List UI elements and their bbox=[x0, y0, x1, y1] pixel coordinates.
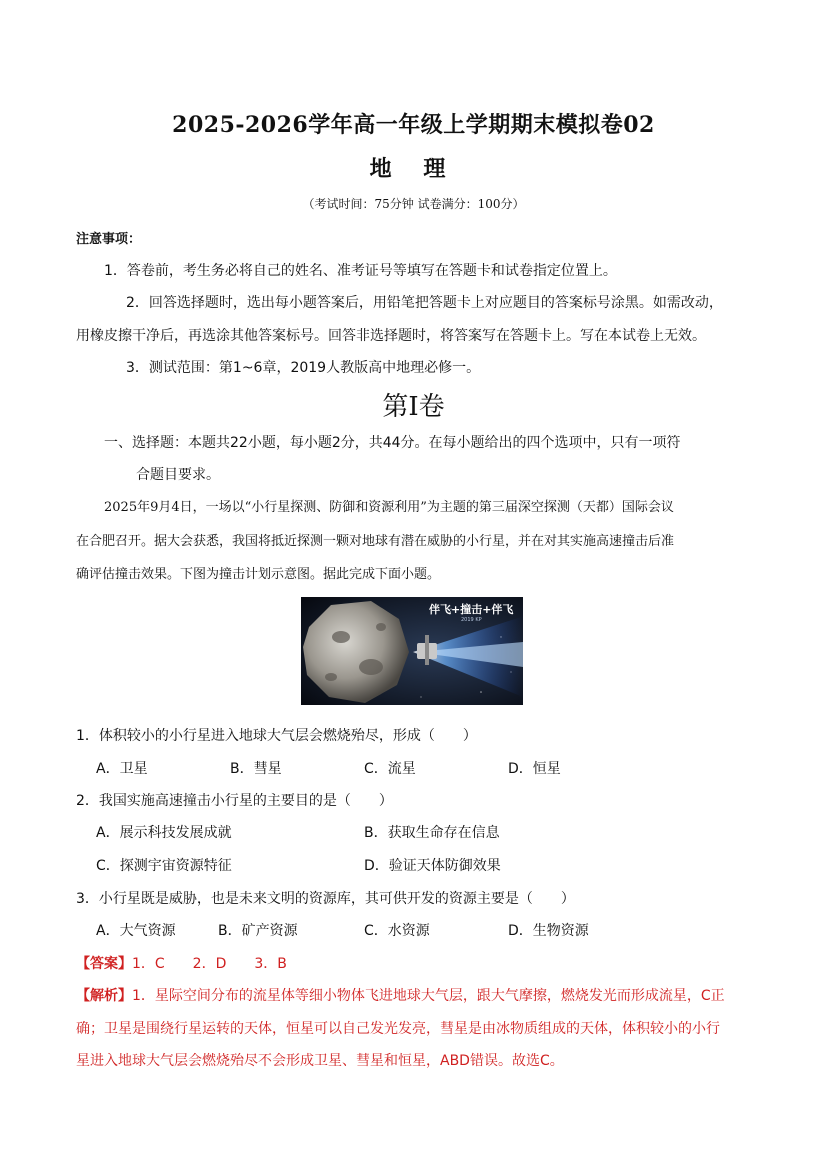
notes-item-1: 1．答卷前，考生务必将自己的姓名、准考证号等填写在答题卡和试卷指定位置上。 bbox=[104, 263, 617, 279]
analysis-line3: 星进入地球大气层会燃烧殆尽不会形成卫星、彗星和恒星，ABD错误。故选C。 bbox=[76, 1053, 564, 1069]
question-3-stem: 3．小行星既是威胁，也是未来文明的资源库，其可供开发的资源主要是（ ） bbox=[76, 891, 575, 907]
question-1-option-c: C．流星 bbox=[364, 761, 416, 777]
notes-heading: 注意事项： bbox=[76, 232, 142, 247]
question-3-option-d: D．生物资源 bbox=[508, 923, 589, 939]
answer-line bbox=[76, 953, 287, 973]
stem-line2: 在合肥召开。据大会获悉，我国将抵近探测一颗对地球有潜在威胁的小行星，并在对其实施高速撞击后准 bbox=[76, 534, 675, 549]
answer-label: 【答案】 bbox=[76, 956, 132, 972]
question-3-option-a: A．大气资源 bbox=[96, 923, 176, 939]
analysis-line1 bbox=[76, 985, 725, 1005]
answer-text: 1．C 2．D 3．B bbox=[132, 956, 287, 972]
question-3-option-c: C．水资源 bbox=[364, 923, 430, 939]
question-3-option-b: B．矿产资源 bbox=[218, 923, 298, 939]
exam-title: 2025-2026学年高一年级上学期期末模拟卷02 bbox=[172, 112, 655, 138]
question-2-option-b: B．获取生命存在信息 bbox=[364, 825, 500, 841]
question-1-option-b: B．彗星 bbox=[230, 761, 282, 777]
stem-line1: 2025年9月4日，一场以“小行星探测、防御和资源利用”为主题的第三届深空探测（天都）国际会议 bbox=[104, 500, 674, 515]
asteroid-impact-figure bbox=[301, 597, 523, 705]
question-2-stem: 2．我国实施高速撞击小行星的主要目的是（ ） bbox=[76, 793, 393, 809]
notes-item-2-line2: 用橡皮擦干净后，再选涂其他答案标号。回答非选择题时，将答案写在答题卡上。写在本试卷上无效。 bbox=[76, 328, 706, 344]
question-1-option-d: D．恒星 bbox=[508, 761, 561, 777]
question-2-option-d: D．验证天体防御效果 bbox=[364, 858, 501, 874]
exam-info: （考试时间：75分钟 试卷满分：100分） bbox=[302, 197, 525, 211]
subject-title: 地 理 bbox=[369, 156, 458, 182]
analysis-label: 【解析】 bbox=[76, 988, 132, 1004]
question-2-option-a: A．展示科技发展成就 bbox=[96, 825, 232, 841]
figure-caption: 伴飞+撞击+伴飞 bbox=[429, 603, 514, 616]
section-instruction-line1: 一、选择题：本题共22小题，每小题2分，共44分。在每小题给出的四个选项中，只有一项符 bbox=[104, 435, 681, 451]
stem-line3: 确评估撞击效果。下图为撞击计划示意图。据此完成下面小题。 bbox=[76, 567, 441, 582]
analysis-line2: 确；卫星是围绕行星运转的天体，恒星可以自己发光发亮，彗星是由冰物质组成的天体，体积较小的小行 bbox=[76, 1021, 720, 1037]
question-1-stem: 1．体积较小的小行星进入地球大气层会燃烧殆尽，形成（ ） bbox=[76, 728, 477, 744]
notes-item-2-line1: 2．回答选择题时，选出每小题答案后，用铅笔把答题卡上对应题目的答案标号涂黑。如需改动， bbox=[126, 295, 723, 311]
figure-small-text: 2019 KP bbox=[461, 617, 482, 623]
question-1-option-a: A．卫星 bbox=[96, 761, 148, 777]
section-instruction-line2: 合题目要求。 bbox=[136, 467, 220, 483]
section-roll-title: 第I卷 bbox=[382, 392, 445, 422]
notes-item-3: 3．测试范围：第1~6章，2019人教版高中地理必修一。 bbox=[126, 360, 481, 376]
analysis-text-line1: 1．星际空间分布的流星体等细小物体飞进地球大气层，跟大气摩擦，燃烧发光而形成流星，C正 bbox=[132, 988, 725, 1004]
question-2-option-c: C．探测宇宙资源特征 bbox=[96, 858, 232, 874]
